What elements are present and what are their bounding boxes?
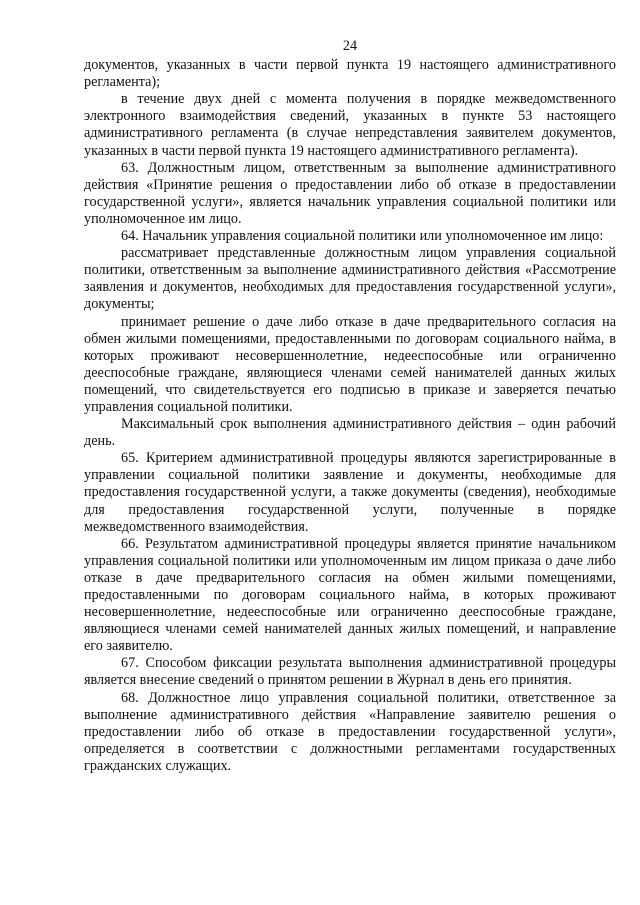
paragraph-two-day-term: в течение двух дней с момента получения в порядке межведомственного электронного взаимодействия сведений, указанных в пункте 53 настоящего административного регламента (в случае непредставления заявителем документов, указанных в части первой пункта 19 настоящего административного регламента). [84, 91, 616, 159]
paragraph-64-reviews: рассматривает представленные должностным лицом управления социальной политики, ответственным за выполнение административного действия «Рассмотрение заявления и документов, необходимых для предоставления государственной услуги», документы; [84, 245, 616, 313]
paragraph-68: 68. Должностное лицо управления социальной политики, ответственное за выполнение административного действия «Направление заявителю решения о предоставлении либо об отказе в предоставлении государственной услуги», определяется в соответствии с должностными регламентами государственных гражданских служащих. [84, 689, 616, 774]
paragraph-63: 63. Должностным лицом, ответственным за выполнение административного действия «Принятие решения о предоставлении либо об отказе в предоставлении государственной услуги», является начальник управления социальной политики или уполномоченное им лицо. [84, 159, 616, 227]
paragraph-66: 66. Результатом административной процедуры является принятие начальником управления социальной политики или уполномоченным им лицом приказа о даче либо отказе в даче предварительного согласия на обмен жилыми помещениями, предоставленными по договорам социального найма, в которых проживают несовершеннолетние, недееспособные или ограниченно дееспособные граждане, являющиеся членами семей нанимателей данных жилых помещений, и направление его заявителю. [84, 535, 616, 655]
paragraph-max-term: Максимальный срок выполнения административного действия – один рабочий день. [84, 416, 616, 450]
paragraph-continuation: документов, указанных в части первой пункта 19 настоящего административного регламента); [84, 57, 616, 91]
paragraph-67: 67. Способом фиксации результата выполнения административной процедуры является внесение сведений о принятом решении в Журнал в день его принятия. [84, 655, 616, 689]
page-number: 24 [342, 38, 358, 54]
document-page [84, 38, 616, 775]
paragraph-64-decides: принимает решение о даче либо отказе в даче предварительного согласия на обмен жилыми помещениями, предоставленными по договорам социального найма, в которых проживают несовершеннолетние, недееспособные или ограниченно дееспособные граждане, являющиеся членами семей нанимателей данных жилых помещений, что свидетельствуется его подписью в приказе и заверяется печатью управления социальной политики. [84, 313, 616, 415]
paragraph-65: 65. Критерием административной процедуры являются зарегистрированные в управлении социальной политики заявление и документы, необходимые для предоставления государственной услуги, а также документы (сведения), необходимые для предоставления государственной услуги, полученные в порядке межведомственного взаимодействия. [84, 450, 616, 535]
paragraph-64: 64. Начальник управления социальной политики или уполномоченное им лицо: [121, 228, 604, 245]
